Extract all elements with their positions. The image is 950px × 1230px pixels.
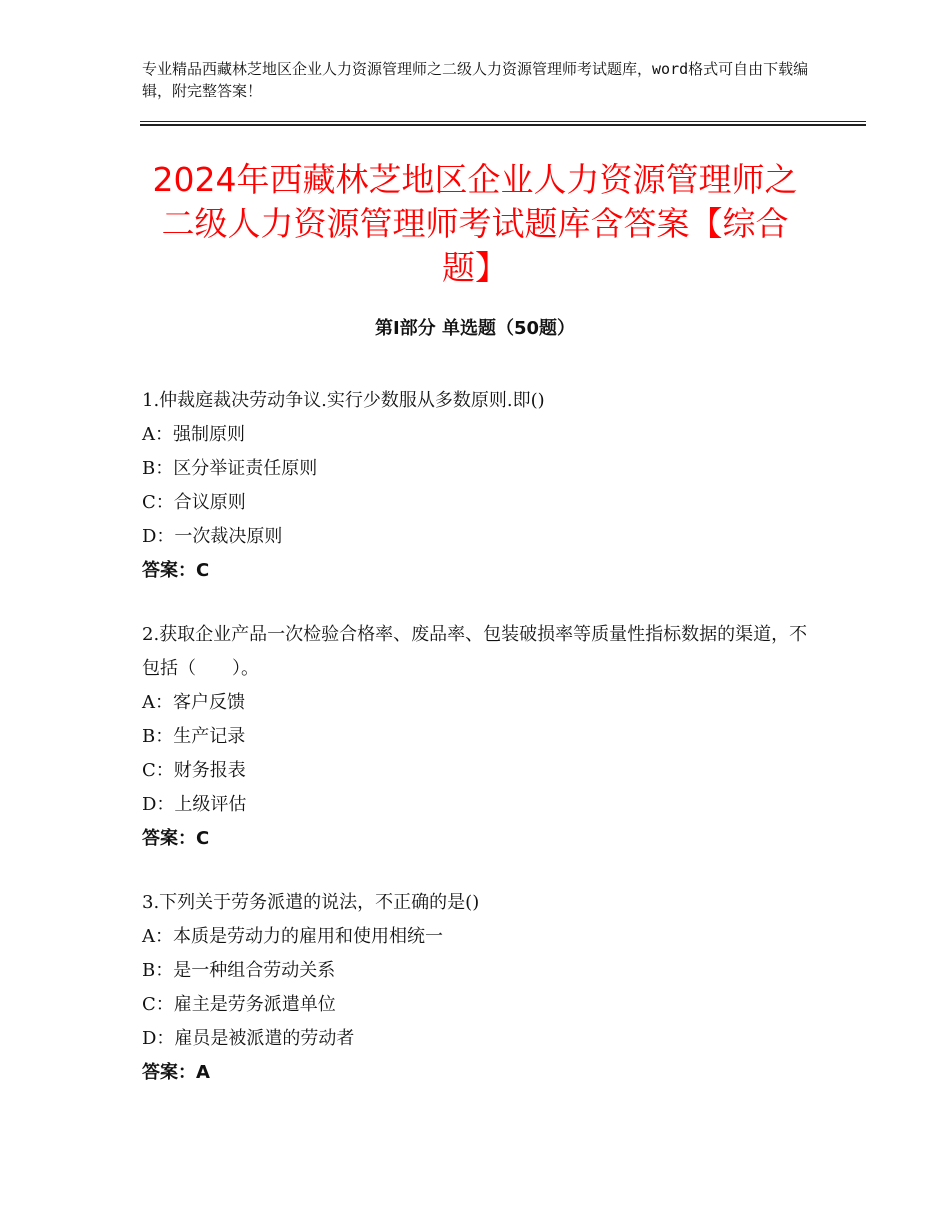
option-a: A：强制原则: [142, 424, 245, 445]
header-divider: [140, 121, 866, 122]
option-a: A：客户反馈: [142, 692, 245, 713]
answer: 答案：C: [142, 560, 210, 581]
header-divider-thick: [140, 124, 866, 126]
option-b: B：生产记录: [142, 726, 246, 747]
answer: 答案：C: [142, 828, 210, 849]
option-d: D：雇员是被派遣的劳动者: [142, 1028, 355, 1049]
option-b: B：区分举证责任原则: [142, 458, 318, 479]
option-c: C：财务报表: [142, 760, 246, 781]
question-stem: 2.获取企业产品一次检验合格率、废品率、包装破损率等质量性指标数据的渠道，不包括（ ）。: [142, 624, 808, 679]
header-note: 专业精品西藏林芝地区企业人力资源管理师之二级人力资源管理师考试题库，word格式可自由下载编辑，附完整答案！: [142, 60, 809, 100]
section-title: 第Ⅰ部分 单选题（50题）: [374, 318, 575, 339]
option-b: B：是一种组合劳动关系: [142, 960, 336, 981]
answer: 答案：A: [142, 1062, 210, 1083]
question-stem: 3.下列关于劳务派遣的说法，不正确的是(): [142, 892, 480, 913]
option-d: D：一次裁决原则: [142, 526, 283, 547]
option-d: D：上级评估: [142, 794, 247, 815]
question-2: [142, 618, 822, 856]
question-3: [142, 886, 822, 1090]
question-list: [142, 384, 822, 1120]
question-stem: 1.仲裁庭裁决劳动争议.实行少数服从多数原则.即(): [142, 390, 545, 411]
option-c: C：合议原则: [142, 492, 246, 513]
option-c: C：雇主是劳务派遣单位: [142, 994, 336, 1015]
document-title: 2024年西藏林芝地区企业人力资源管理师之二级人力资源管理师考试题库含答案【综合题】: [152, 160, 798, 287]
option-a: A：本质是劳动力的雇用和使用相统一: [142, 926, 443, 947]
question-1: [142, 384, 822, 588]
